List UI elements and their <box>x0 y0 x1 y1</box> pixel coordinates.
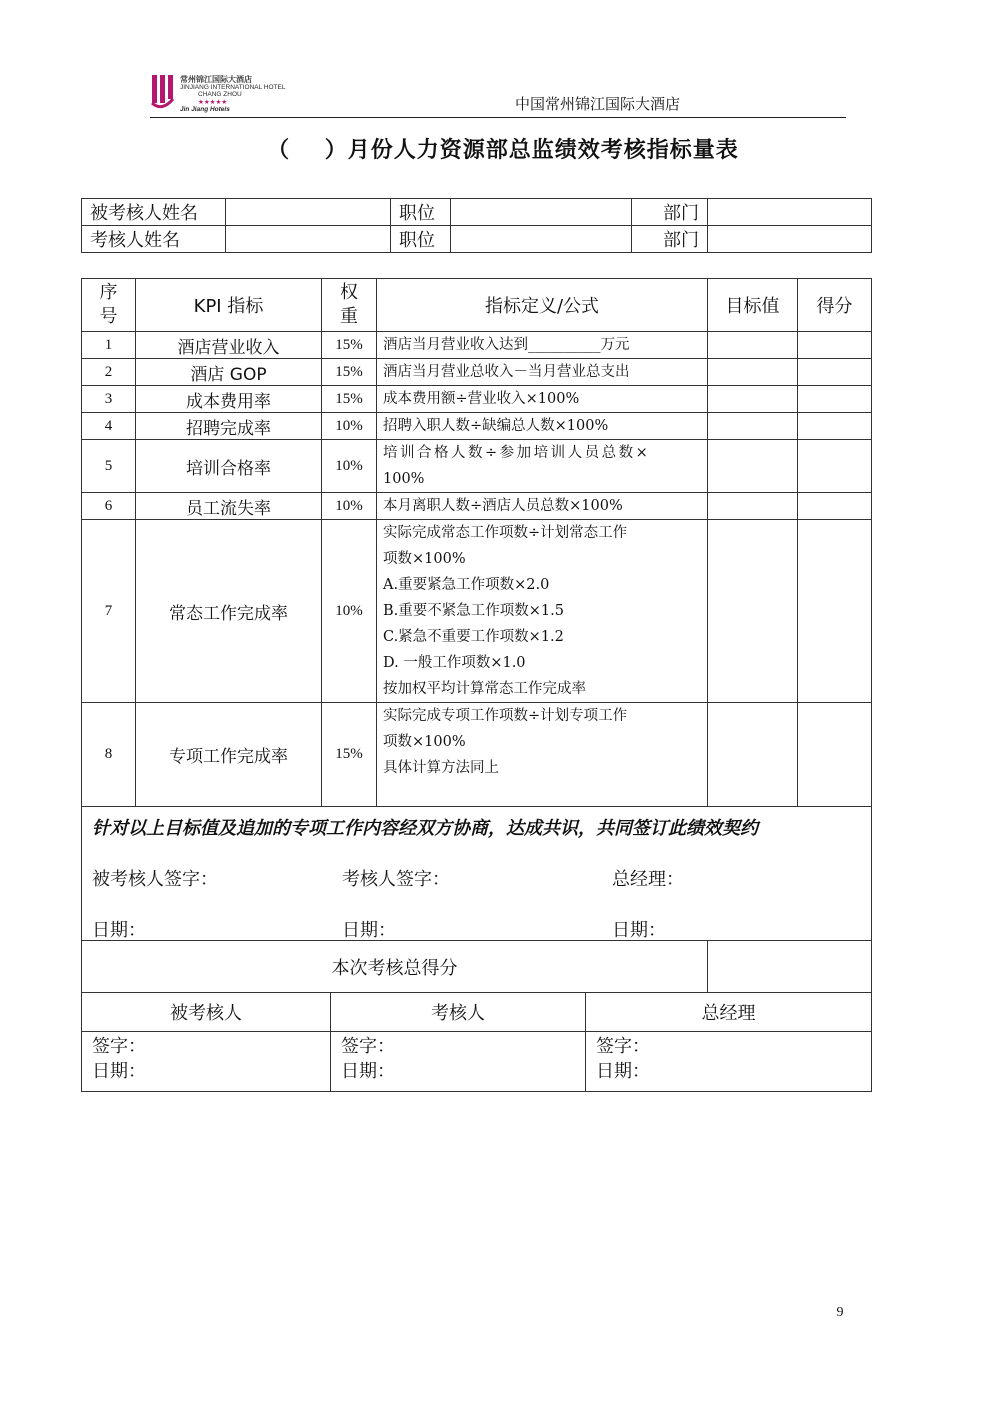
kpi-weight: 10% <box>322 440 377 493</box>
target-value-field[interactable] <box>708 386 798 413</box>
position-label: 职位 <box>391 226 451 253</box>
definition-line: B.重要不紧急工作项数×1.5 <box>383 603 564 619</box>
definition-line: A.重要紧急工作项数×2.0 <box>383 577 550 593</box>
row-number: 3 <box>82 386 136 413</box>
table-row <box>82 359 872 386</box>
kpi-name: 专项工作完成率 <box>136 703 322 807</box>
kpi-definition <box>377 703 708 807</box>
col-header-no: 序号 <box>82 279 136 332</box>
kpi-weight: 10% <box>322 520 377 703</box>
definition-line: 酒店当月营业收入达到__________万元 <box>383 337 630 353</box>
signature-table <box>81 992 872 1092</box>
target-value-field[interactable] <box>708 332 798 359</box>
kpi-name: 成本费用率 <box>136 386 322 413</box>
kpi-definition <box>377 493 708 520</box>
kpi-name: 酒店营业收入 <box>136 332 322 359</box>
position-label: 职位 <box>391 199 451 226</box>
definition-line: C.紧急不重要工作项数×1.2 <box>383 629 564 645</box>
kpi-definition <box>377 386 708 413</box>
position-field[interactable] <box>451 226 632 253</box>
examiner-name-label: 考核人姓名 <box>82 226 226 253</box>
table-row <box>82 386 872 413</box>
definition-line: 本月离职人数÷酒店人员总数×100% <box>383 498 623 514</box>
agreement-cell <box>82 807 872 941</box>
examinee-name-field[interactable] <box>226 199 391 226</box>
agreement-statement: 针对以上目标值及追加的专项工作内容经双方协商，达成共识，共同签订此绩效契约 <box>92 818 758 839</box>
date-label: 日期： <box>92 920 146 941</box>
row-number: 5 <box>82 440 136 493</box>
col-header-definition: 指标定义/公式 <box>377 279 708 332</box>
definition-line: 培训合格人数÷参加培训人员总数× <box>383 445 651 461</box>
definition-line: 100% <box>383 471 425 487</box>
gm-sign-label: 总经理： <box>612 869 684 890</box>
kpi-name: 培训合格率 <box>136 440 322 493</box>
target-value-field[interactable] <box>708 440 798 493</box>
examiner-header: 考核人 <box>331 993 586 1032</box>
kpi-definition <box>377 440 708 493</box>
definition-line: 招聘入职人数÷缺编总人数×100% <box>383 418 609 434</box>
kpi-name: 常态工作完成率 <box>136 520 322 703</box>
gm-sign-cell[interactable] <box>586 1032 872 1092</box>
examinee-sign-cell[interactable] <box>82 1032 331 1092</box>
kpi-weight: 15% <box>322 359 377 386</box>
kpi-weight: 15% <box>322 386 377 413</box>
sign-label: 签字： <box>341 1036 395 1057</box>
definition-line: 成本费用额÷营业收入×100% <box>383 391 580 407</box>
row-number: 1 <box>82 332 136 359</box>
score-field[interactable] <box>798 359 872 386</box>
score-field[interactable] <box>798 332 872 359</box>
table-row <box>82 199 872 226</box>
dept-label: 部门 <box>632 226 708 253</box>
examinee-name-label: 被考核人姓名 <box>82 199 226 226</box>
examinee-header: 被考核人 <box>82 993 331 1032</box>
kpi-name: 招聘完成率 <box>136 413 322 440</box>
definition-line: 具体计算方法同上 <box>383 760 499 776</box>
score-field[interactable] <box>798 386 872 413</box>
table-row <box>82 1032 872 1092</box>
table-row <box>82 226 872 253</box>
dept-field[interactable] <box>708 226 872 253</box>
kpi-weight: 15% <box>322 703 377 807</box>
kpi-definition <box>377 413 708 440</box>
table-header-row <box>82 279 872 332</box>
table-row <box>82 413 872 440</box>
col-header-kpi: KPI 指标 <box>136 279 322 332</box>
info-table <box>81 198 872 253</box>
logo-stars: ★★★★★ <box>198 98 228 106</box>
kpi-definition <box>377 520 708 703</box>
kpi-definition <box>377 359 708 386</box>
definition-line: 项数×100% <box>383 551 466 567</box>
table-row <box>82 703 872 807</box>
definition-line: 实际完成常态工作项数÷计划常态工作 <box>383 525 628 541</box>
col-header-weight: 权重 <box>322 279 377 332</box>
definition-line: 酒店当月营业总收入－当月营业总支出 <box>383 364 630 380</box>
score-field[interactable] <box>798 440 872 493</box>
target-value-field[interactable] <box>708 703 798 807</box>
date-label: 日期： <box>341 1061 395 1082</box>
kpi-weight: 10% <box>322 413 377 440</box>
document-title: （ ）月份人力资源部总监绩效考核指标量表 <box>267 138 739 163</box>
kpi-weight: 10% <box>322 493 377 520</box>
definition-line: D. 一般工作项数×1.0 <box>383 655 526 671</box>
table-row <box>82 520 872 703</box>
kpi-definition <box>377 332 708 359</box>
score-field[interactable] <box>798 703 872 807</box>
logo-line: CHANG ZHOU <box>198 91 242 98</box>
logo-line: Jin Jiang Hotels <box>180 106 230 113</box>
position-field[interactable] <box>451 199 632 226</box>
gm-header: 总经理 <box>586 993 872 1032</box>
table-header-row <box>82 993 872 1032</box>
header-divider <box>150 117 846 118</box>
examiner-sign-cell[interactable] <box>331 1032 586 1092</box>
table-row <box>82 493 872 520</box>
target-value-field[interactable] <box>708 493 798 520</box>
definition-line: 按加权平均计算常态工作完成率 <box>383 681 586 697</box>
target-value-field[interactable] <box>708 413 798 440</box>
score-field[interactable] <box>798 520 872 703</box>
date-label: 日期： <box>612 920 666 941</box>
row-number: 8 <box>82 703 136 807</box>
date-label: 日期： <box>596 1061 650 1082</box>
sign-label: 签字： <box>92 1036 146 1057</box>
examiner-name-field[interactable] <box>226 226 391 253</box>
kpi-table <box>81 278 872 993</box>
page-number: 9 <box>836 1305 844 1320</box>
kpi-weight: 15% <box>322 332 377 359</box>
dept-label: 部门 <box>632 199 708 226</box>
score-field[interactable] <box>798 413 872 440</box>
table-row <box>82 332 872 359</box>
row-number: 4 <box>82 413 136 440</box>
target-value-field[interactable] <box>708 520 798 703</box>
kpi-name: 员工流失率 <box>136 493 322 520</box>
total-score-field[interactable] <box>708 941 872 993</box>
definition-line: 实际完成专项工作项数÷计划专项工作 <box>383 708 628 724</box>
row-number: 7 <box>82 520 136 703</box>
hotel-name: 中国常州锦江国际大酒店 <box>514 95 680 113</box>
target-value-field[interactable] <box>708 359 798 386</box>
agreement-row <box>82 807 872 941</box>
sign-label: 签字： <box>596 1036 650 1057</box>
row-number: 2 <box>82 359 136 386</box>
logo-line: 常州锦江国际大酒店 <box>180 75 252 84</box>
row-number: 6 <box>82 493 136 520</box>
dept-field[interactable] <box>708 199 872 226</box>
col-header-score: 得分 <box>798 279 872 332</box>
score-field[interactable] <box>798 493 872 520</box>
total-score-label: 本次考核总得分 <box>82 941 708 993</box>
kpi-name: 酒店 GOP <box>136 359 322 386</box>
definition-line: 项数×100% <box>383 734 466 750</box>
date-label: 日期： <box>342 920 396 941</box>
examinee-sign-label: 被考核人签字： <box>92 869 218 890</box>
date-label: 日期： <box>92 1061 146 1082</box>
examiner-sign-label: 考核人签字： <box>342 869 450 890</box>
col-header-target: 目标值 <box>708 279 798 332</box>
total-score-row <box>82 941 872 993</box>
logo-line: JINJIANG INTERNATIONAL HOTEL <box>180 83 286 91</box>
table-row <box>82 440 872 493</box>
